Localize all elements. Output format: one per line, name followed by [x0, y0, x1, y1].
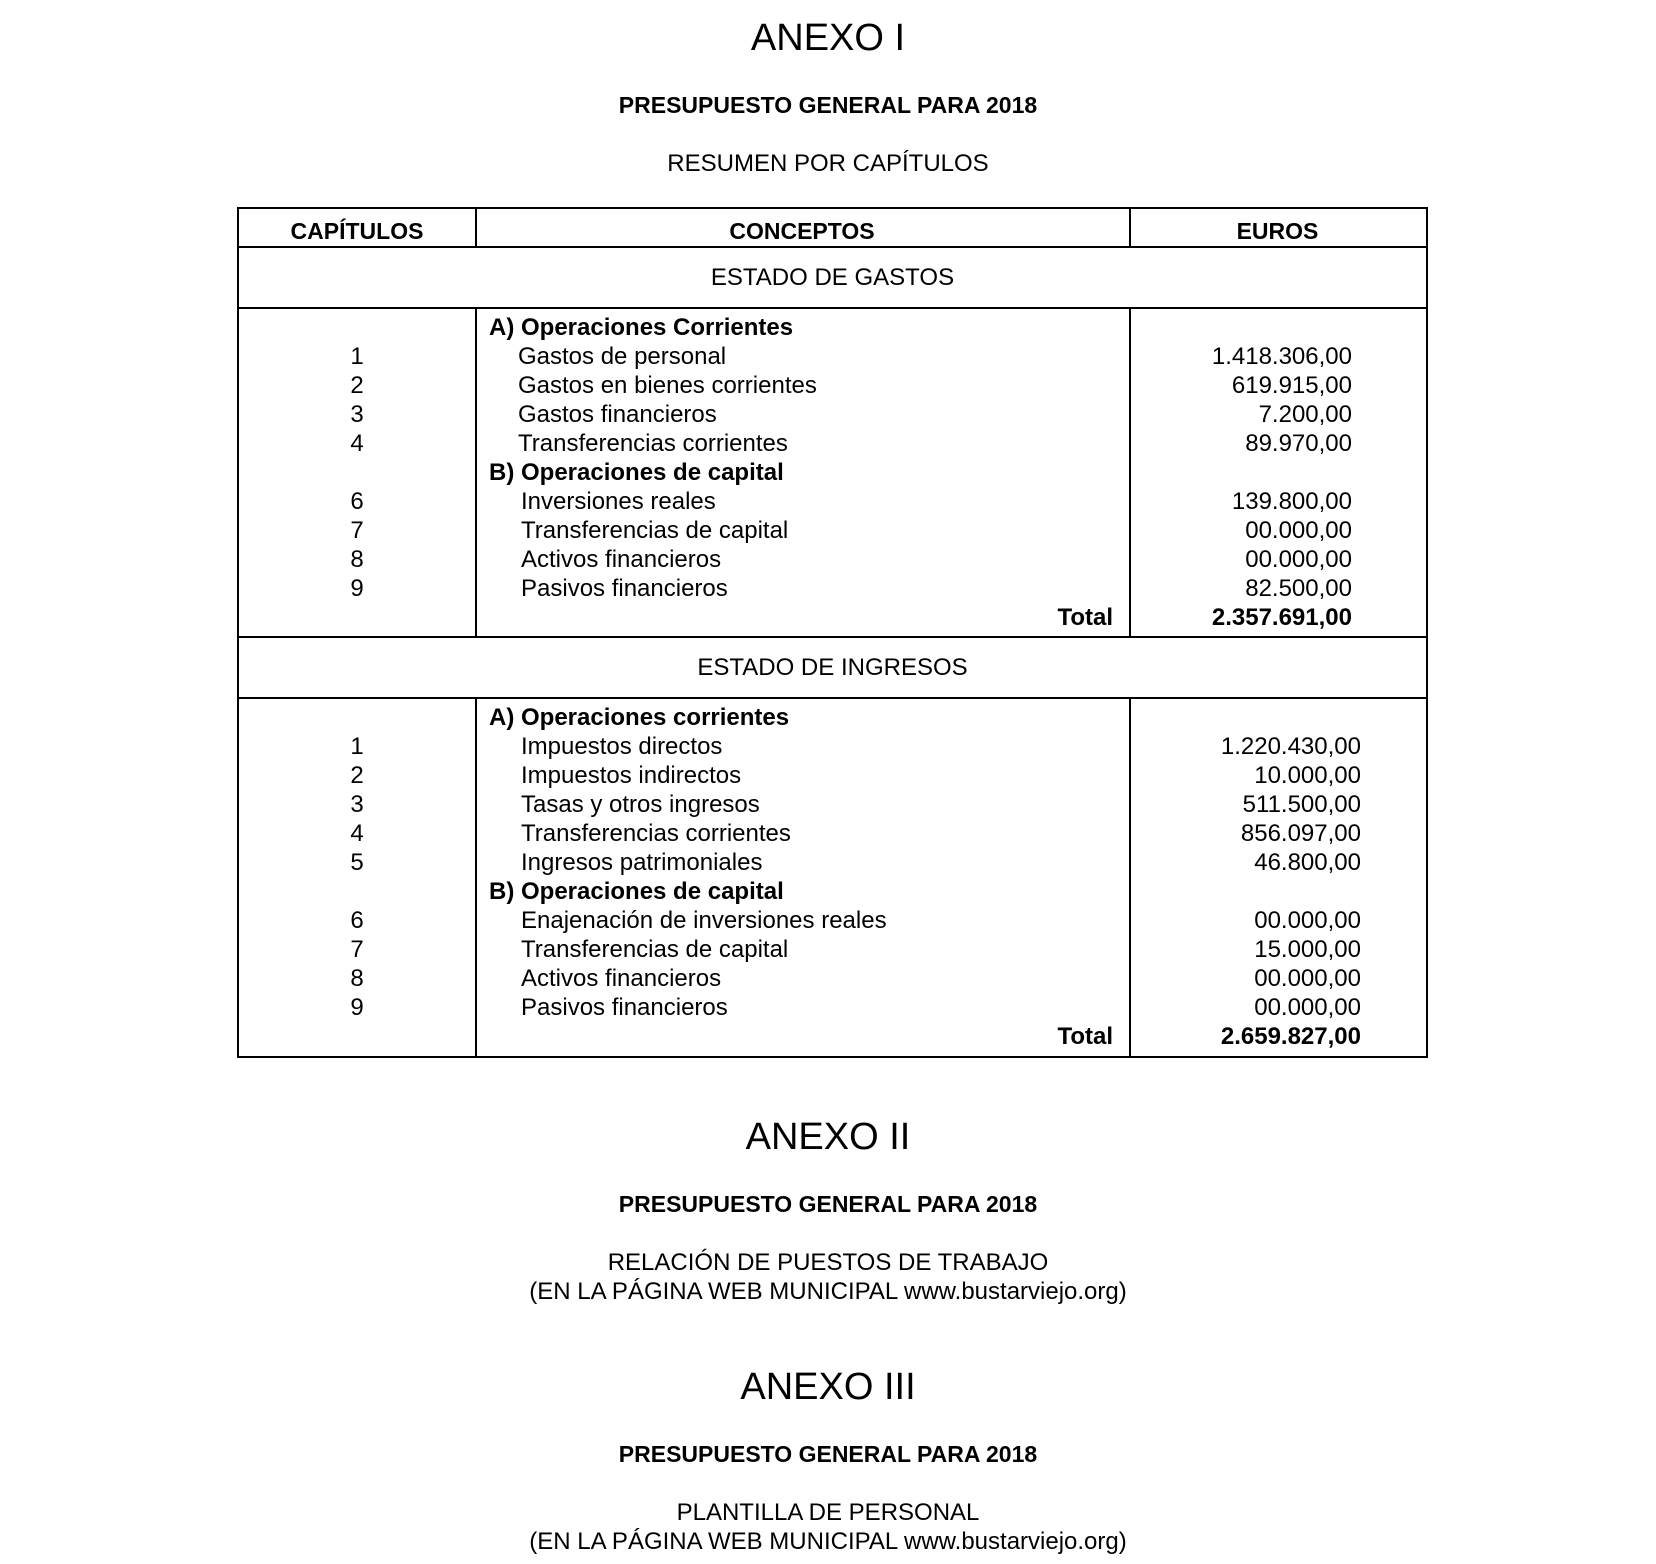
anexo1-subtitle: PRESUPUESTO GENERAL PARA 2018	[618, 92, 1038, 118]
table-column-rule	[475, 697, 477, 1056]
anexo3-title: ANEXO III	[740, 1366, 916, 1408]
chapter-number: 8	[350, 546, 364, 573]
anexo2-line1: RELACIÓN DE PUESTOS DE TRABAJO	[607, 1249, 1049, 1276]
total-label: Total	[1057, 1023, 1113, 1050]
anexo2-title: ANEXO II	[745, 1116, 911, 1158]
concept-label: Gastos en bienes corrientes	[518, 372, 817, 399]
concept-label: Transferencias corrientes	[518, 430, 788, 457]
concept-label: Transferencias corrientes	[521, 820, 791, 847]
concept-label: Inversiones reales	[521, 488, 716, 515]
table-rule	[239, 246, 1426, 248]
group-label: A) Operaciones corrientes	[489, 704, 790, 731]
amount: 00.000,00	[1254, 994, 1361, 1021]
amount: 82.500,00	[1245, 575, 1352, 602]
concept-label: Impuestos indirectos	[521, 762, 742, 789]
total-amount: 2.659.827,00	[1220, 1023, 1361, 1050]
concept-label: Transferencias de capital	[521, 936, 789, 963]
total-amount: 2.357.691,00	[1211, 604, 1352, 631]
total-label: Total	[1057, 604, 1113, 631]
amount: 46.800,00	[1254, 849, 1361, 876]
anexo2-line2: (EN LA PÁGINA WEB MUNICIPAL www.bustarviejo.org)	[529, 1278, 1127, 1305]
chapter-number: 6	[350, 907, 364, 934]
table-rule	[239, 697, 1426, 699]
anexo1-heading: RESUMEN POR CAPÍTULOS	[667, 150, 989, 177]
table-rule	[239, 636, 1426, 638]
chapter-number: 6	[350, 488, 364, 515]
table-rule	[239, 307, 1426, 309]
amount: 856.097,00	[1240, 820, 1361, 847]
chapter-number: 7	[350, 517, 364, 544]
concept-label: Activos financieros	[521, 965, 722, 992]
amount: 15.000,00	[1254, 936, 1361, 963]
amount: 00.000,00	[1254, 965, 1361, 992]
chapter-number: 3	[350, 791, 364, 818]
amount: 511.500,00	[1242, 791, 1361, 818]
section-ingresos: ESTADO DE INGRESOS	[697, 654, 968, 681]
chapter-number: 1	[350, 733, 364, 760]
amount: 00.000,00	[1245, 546, 1352, 573]
chapter-number: 9	[350, 575, 364, 602]
budget-table	[237, 207, 1428, 1058]
concept-label: Transferencias de capital	[521, 517, 789, 544]
amount: 10.000,00	[1254, 762, 1361, 789]
table-column-rule	[475, 307, 477, 636]
column-header-conceptos: CONCEPTOS	[729, 218, 875, 244]
anexo3-subtitle: PRESUPUESTO GENERAL PARA 2018	[618, 1441, 1038, 1467]
anexo1-title: ANEXO I	[750, 17, 906, 59]
amount: 00.000,00	[1245, 517, 1352, 544]
chapter-number: 2	[350, 372, 364, 399]
concept-label: Impuestos directos	[521, 733, 723, 760]
concept-label: Pasivos financieros	[521, 575, 728, 602]
amount: 139.800,00	[1231, 488, 1352, 515]
amount: 00.000,00	[1254, 907, 1361, 934]
concept-label: Gastos financieros	[518, 401, 717, 428]
chapter-number: 4	[350, 820, 364, 847]
chapter-number: 1	[350, 343, 364, 370]
anexo3-line1: PLANTILLA DE PERSONAL	[676, 1499, 980, 1526]
concept-label: Pasivos financieros	[521, 994, 728, 1021]
concept-label: Activos financieros	[521, 546, 722, 573]
section-gastos: ESTADO DE GASTOS	[710, 264, 955, 291]
concept-label: Tasas y otros ingresos	[521, 791, 760, 818]
column-header-euros: EUROS	[1236, 218, 1319, 244]
amount: 1.220.430,00	[1220, 733, 1361, 760]
column-header-capitulos: CAPÍTULOS	[290, 218, 424, 244]
chapter-number: 8	[350, 965, 364, 992]
anexo3-line2: (EN LA PÁGINA WEB MUNICIPAL www.bustarviejo.org)	[529, 1528, 1127, 1555]
chapter-number: 9	[350, 994, 364, 1021]
chapter-number: 5	[350, 849, 364, 876]
anexo2-subtitle: PRESUPUESTO GENERAL PARA 2018	[618, 1191, 1038, 1217]
group-label: A) Operaciones Corrientes	[489, 314, 794, 341]
group-label: B) Operaciones de capital	[489, 878, 784, 905]
chapter-number: 4	[350, 430, 364, 457]
group-label: B) Operaciones de capital	[489, 459, 784, 486]
amount: 89.970,00	[1245, 430, 1352, 457]
chapter-number: 2	[350, 762, 364, 789]
concept-label: Enajenación de inversiones reales	[521, 907, 887, 934]
chapter-number: 7	[350, 936, 364, 963]
chapter-number: 3	[350, 401, 364, 428]
concept-label: Ingresos patrimoniales	[521, 849, 763, 876]
concept-label: Gastos de personal	[518, 343, 727, 370]
amount: 619.915,00	[1231, 372, 1352, 399]
amount: 7.200,00	[1258, 401, 1352, 428]
amount: 1.418.306,00	[1211, 343, 1352, 370]
